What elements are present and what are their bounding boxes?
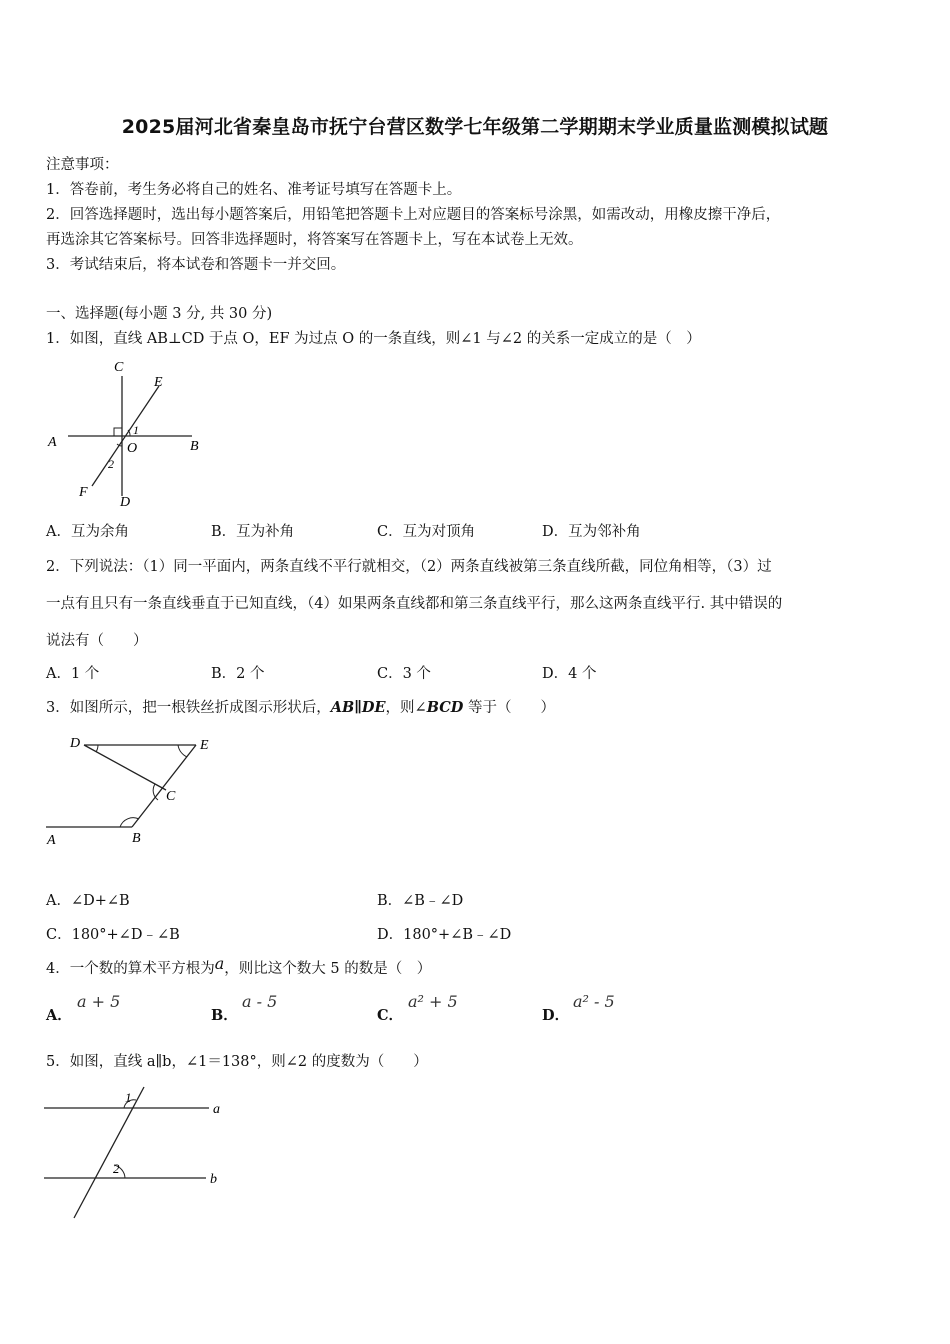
q3-math-parallel: AB∥DE (330, 699, 386, 716)
q3-option-d[interactable]: D．180°+∠B﹣∠D (377, 927, 512, 943)
label-b: B (190, 439, 199, 454)
notice-item: 1．答卷前，考生务必将自己的姓名、准考证号填写在答题卡上。 (46, 182, 462, 198)
notice-item: 3．考试结束后，将本试卷和答题卡一并交回。 (46, 257, 346, 273)
question-1-figure (44, 356, 214, 512)
angle-1-arc (128, 430, 130, 436)
notice-item: 再选涂其它答案标号。回答非选择题时，将答案写在答题卡上，写在本试卷上无效。 (46, 232, 583, 248)
q4-option-b-expr[interactable]: a - 5 (242, 992, 278, 1011)
label-a: A (48, 435, 57, 450)
right-angle-mark (114, 428, 122, 436)
q1-option-b[interactable]: B．互为补角 (211, 524, 295, 540)
q2-option-a[interactable]: A．1 个 (46, 666, 100, 682)
q2-option-b[interactable]: B．2 个 (211, 666, 265, 682)
q1-option-a[interactable]: A．互为余角 (46, 524, 129, 540)
question-2-line-2: 一点有且只有一条直线垂直于已知直线，（4）如果两条直线都和第三条直线平行，那么这两条直线平行. 其中错误的 (46, 596, 783, 612)
question-3-figure (44, 730, 234, 850)
angle-d-arc (96, 745, 98, 752)
angle-c-arc (153, 784, 158, 800)
label-b: B (132, 831, 141, 846)
q4-option-c-expr[interactable]: a² + 5 (408, 992, 458, 1011)
question-5-figure (44, 1085, 244, 1225)
q3-option-b[interactable]: B．∠B﹣∠D (377, 893, 464, 909)
label-a: a (213, 1102, 220, 1117)
label-f: F (79, 485, 88, 500)
label-c: C (166, 789, 176, 804)
label-b: b (210, 1172, 217, 1187)
question-2-line-3: 说法有（ ） (46, 633, 148, 649)
q3-math-angle: BCD (426, 699, 464, 716)
question-1-text: 1．如图，直线 AB⊥CD 于点 O，EF 为过点 O 的一条直线，则∠1 与∠2 的关系一定成立的是（ ） (46, 331, 701, 347)
label-angle-2: 2 (113, 1161, 120, 1176)
label-angle-1: 1 (133, 423, 139, 437)
q4-var: a (214, 954, 225, 973)
q1-option-c[interactable]: C．互为对顶角 (377, 524, 476, 540)
q3-text-mid: ，则∠ (385, 700, 427, 716)
q4-option-d-letter[interactable]: D． (542, 1007, 570, 1024)
label-a: A (47, 833, 56, 848)
question-4-text (46, 954, 432, 978)
q4-option-b-letter[interactable]: B． (211, 1007, 238, 1024)
label-c: C (114, 360, 124, 375)
angle-e-arc (178, 745, 187, 757)
transversal (74, 1087, 144, 1218)
q1-option-d[interactable]: D．互为邻补角 (542, 524, 641, 540)
section-heading: 一、选择题(每小题 3 分, 共 30 分) (46, 306, 273, 322)
question-2-line-1: 2．下列说法：（1）同一平面内，两条直线不平行就相交，（2）两条直线被第三条直线所截，同位角相等，（3）过 (46, 559, 772, 575)
label-angle-1: 1 (125, 1090, 132, 1105)
segment-eb (132, 745, 196, 827)
label-o: O (127, 441, 138, 456)
notice-item: 2．回答选择题时，选出每小题答案后，用铅笔把答题卡上对应题目的答案标号涂黑，如需改动，用橡皮擦干净后， (46, 207, 781, 223)
question-3-text (46, 696, 555, 717)
label-angle-2: 2 (108, 457, 114, 471)
q3-text-pre: 3．如图所示，把一根铁丝折成图示形状后， (46, 700, 331, 716)
q4-option-a-letter[interactable]: A． (46, 1007, 72, 1024)
question-5-text: 5．如图，直线 a∥b，∠1＝138°，则∠2 的度数为（ ） (46, 1054, 428, 1070)
page-title: 2025届河北省秦皇岛市抚宁台营区数学七年级第二学期期末学业质量监测模拟试题 (121, 116, 829, 138)
q4-option-d-expr[interactable]: a² - 5 (573, 992, 615, 1011)
label-e: E (154, 375, 163, 390)
q4-text-pre: 4．一个数的算术平方根为 (46, 961, 215, 977)
q3-option-c[interactable]: C．180°+∠D﹣∠B (46, 927, 180, 943)
q4-option-a-expr[interactable]: a + 5 (77, 992, 121, 1011)
notice-heading: 注意事项： (46, 157, 119, 173)
q2-option-c[interactable]: C．3 个 (377, 666, 431, 682)
label-e: E (200, 738, 209, 753)
q4-text-post: ，则比这个数大 5 的数是（ ） (224, 961, 432, 977)
q4-option-c-letter[interactable]: C． (377, 1007, 404, 1024)
q3-text-post: 等于（ ） (463, 700, 555, 716)
q3-option-a[interactable]: A．∠D+∠B (46, 893, 130, 909)
label-d: D (70, 736, 81, 751)
label-d: D (120, 495, 131, 510)
q2-option-d[interactable]: D．4 个 (542, 666, 597, 682)
